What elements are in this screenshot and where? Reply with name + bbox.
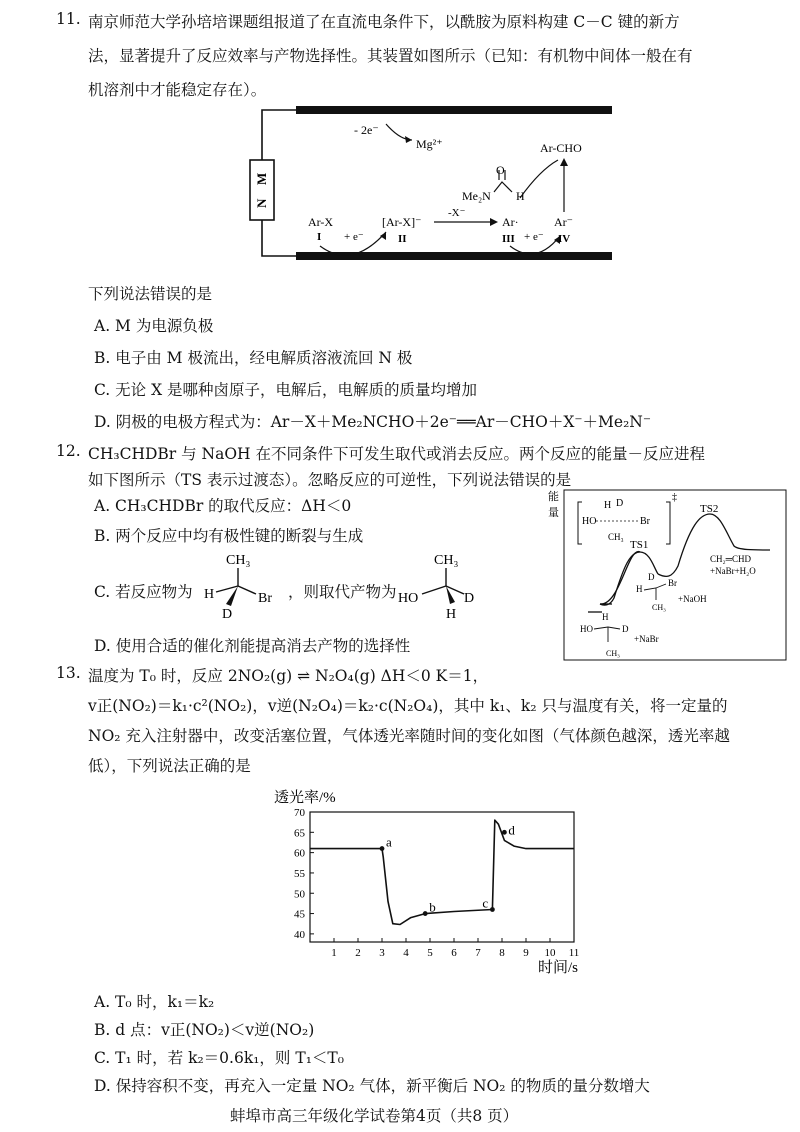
series-line-transmittance (310, 820, 574, 924)
x-tick-label: 8 (499, 947, 505, 959)
x-tick-label: 11 (568, 947, 580, 959)
q12-option-a: A. CH₃CHDBr 的取代反应：ΔH＜0 (94, 497, 352, 515)
archo-label: Ar-CHO (540, 141, 582, 155)
q11-stem-line1: 南京师范大学孙培培课题组报道了在直流电条件下，以酰胺为原料构建 C－C 键的新方 (88, 13, 680, 31)
struct-left-d: D (222, 607, 233, 622)
q12-option-d: D. 使用合适的催化剂能提高消去产物的选择性 (94, 637, 411, 655)
react-ch3: CH₃ (652, 603, 666, 612)
elim-product-1: CH₂═CHD (710, 554, 752, 564)
q11-option-c: C. 无论 X 是哪种卤原子，电解后，电解质的质量均增加 (94, 381, 478, 399)
attack-arrow (520, 160, 558, 198)
point-b (423, 911, 428, 916)
struct-left-ch3: CH₃ (226, 553, 251, 568)
x-tick-label: 6 (451, 947, 457, 959)
q13-stem-line4: 低），下列说法正确的是 (88, 757, 251, 775)
dmf-o: O (496, 163, 505, 177)
x-tick-label: 2 (355, 947, 361, 959)
x-tick-label: 4 (403, 947, 409, 959)
sub-h: H (602, 612, 609, 622)
x-tick-label: 7 (475, 947, 481, 959)
point-label-b: b (429, 899, 436, 915)
y-tick-label: 55 (294, 867, 305, 880)
q11-option-a: A. M 为电源负极 (94, 317, 214, 335)
power-source (250, 160, 274, 220)
ts-ch3: CH₃ (608, 532, 624, 542)
q11-electrolysis-figure (240, 100, 620, 270)
q13-transmittance-chart (270, 786, 590, 978)
chart-xlabel: 时间/s (538, 960, 579, 976)
y-tick-label: 60 (294, 847, 305, 860)
ts2-label: TS2 (700, 503, 719, 515)
x-tick-label: 10 (544, 947, 556, 959)
y-tick-label: 65 (294, 827, 305, 840)
power-label-m: M (254, 172, 269, 185)
top-electrode (296, 106, 612, 114)
ar-radical-number: III (502, 233, 515, 245)
arx-radical-number: II (398, 233, 407, 245)
mg-ion-label: Mg²⁺ (416, 137, 443, 151)
q12-stem-line1: CH₃CHDBr 与 NaOH 在不同条件下可发生取代或消去反应。两个反应的能量－反应进程 (88, 445, 706, 463)
q13-option-c: C. T₁ 时，若 k₂＝0.6k₁，则 T₁＜T₀ (94, 1049, 344, 1067)
dmf-h: H (516, 189, 525, 203)
point-d (502, 830, 507, 835)
y-tick-label: 40 (294, 928, 305, 941)
x-tick-label: 3 (379, 947, 385, 959)
struct-right-d: D (464, 591, 475, 606)
struct-left-br: Br (258, 591, 272, 606)
ar-anion-number: IV (558, 233, 571, 245)
q12-option-c-prefix: C. 若反应物为 (94, 583, 193, 601)
point-c (490, 907, 495, 912)
q11-option-b: B. 电子由 M 极流出，经电解质溶液流回 N 极 (94, 349, 413, 367)
ts-br: Br (640, 516, 650, 527)
dmf-me2n: Me₂N (462, 189, 491, 203)
q12-stem-line2: 如下图所示（TS 表示过渡态）。忽略反应的可逆性，下列说法错误的是 (88, 471, 572, 489)
mg-arrow (386, 124, 412, 140)
ts-ho: HO (582, 516, 597, 527)
x-tick-label: 9 (523, 947, 529, 959)
q13-stem-line2: v正(NO₂)＝k₁·c²(NO₂)，v逆(N₂O₄)＝k₂·c(N₂O₄)，其中 k₁、k₂ 只与温度有关，将一定量的 (88, 697, 728, 715)
q13-option-d: D. 保持容积不变，再充入一定量 NO₂ 气体，新平衡后 NO₂ 的物质的量分数增大 (94, 1077, 650, 1095)
point-label-d: d (508, 822, 515, 838)
sub-d: D (622, 624, 629, 634)
arx-label: Ar-X (308, 215, 334, 229)
q13-stem-line1: 温度为 T₀ 时，反应 2NO₂(g) ⇌ N₂O₄(g) ΔH＜0 K＝1， (88, 667, 489, 685)
y-tick-label: 70 (294, 807, 305, 819)
x-tick-label: 1 (331, 947, 337, 959)
q12-product-structure (398, 550, 498, 622)
elim-product-2: +NaBr+H₂O (710, 566, 756, 576)
point-a (380, 846, 385, 851)
q13-option-b: B. d 点：v正(NO₂)＜v逆(NO₂) (94, 1021, 315, 1039)
q13-option-a: A. T₀ 时，k₁＝k₂ (94, 993, 215, 1011)
q11-option-d: D. 阴极的电极方程式为：Ar－X＋Me₂NCHO＋2e⁻══Ar－CHO＋X⁻＋Me₂N⁻ (94, 413, 652, 431)
react-d: D (648, 572, 655, 582)
ts-dagger: ‡ (672, 492, 677, 503)
q12-option-c-middle: ，则取代产物为 (288, 583, 397, 601)
react-br: Br (668, 578, 677, 588)
ts1-label: TS1 (630, 539, 649, 551)
q11-stem-line3: 机溶剂中才能稳定存在）。 (88, 81, 267, 99)
q13-stem-line3: NO₂ 充入注射器中，改变活塞位置，气体透光率随时间的变化如图（气体颜色越深，透光率越 (88, 727, 730, 745)
power-label-n: N (254, 198, 269, 208)
q11-number: 11. (56, 10, 81, 28)
ar-anion-label: Ar⁻ (554, 215, 573, 229)
point-label-a: a (386, 834, 392, 850)
ts-h: H (604, 500, 612, 511)
minus-2e-label: - 2e⁻ (354, 123, 379, 137)
struct-left-h: H (204, 587, 215, 602)
sub-ho: HO (580, 624, 593, 634)
ar-radical-label: Ar· (502, 215, 519, 229)
y-tick-label: 50 (294, 888, 305, 901)
q11-stem-line2: 法，显著提升了反应效率与产物选择性。其装置如图所示（已知：有机物中间体一般在有 (88, 47, 693, 65)
q13-number: 13. (56, 664, 81, 682)
y-tick-label: 45 (294, 908, 305, 921)
bottom-electrode (296, 252, 612, 260)
energy-axis-label-1: 能 (548, 491, 559, 503)
react-h: H (636, 584, 643, 594)
q12-option-b: B. 两个反应中均有极性键的断裂与生成 (94, 527, 364, 545)
arx-number: I (317, 231, 322, 243)
chart-ylabel: 透光率/% (274, 790, 336, 806)
page-footer: 蚌埠市高三年级化学试卷第4页（共8 页） (230, 1107, 519, 1125)
q12-energy-diagram (540, 486, 790, 664)
react-naoh: +NaOH (678, 594, 707, 604)
point-label-c: c (482, 895, 489, 911)
chart-plot-frame (310, 812, 574, 942)
energy-axis-label-2: 量 (548, 507, 559, 519)
minus-x-label: -X⁻ (448, 207, 466, 219)
struct-right-h: H (446, 607, 457, 622)
ts-d: D (616, 498, 624, 509)
q12-reactant-structure (198, 550, 288, 622)
q12-number: 12. (56, 442, 81, 460)
arx-radical-label: [Ar-X]⁻ (382, 215, 422, 229)
struct-right-ho: HO (398, 591, 419, 606)
q11-prompt: 下列说法错误的是 (88, 285, 213, 303)
e-plus-label-2: + e⁻ (524, 231, 544, 243)
sub-nabr: +NaBr (634, 634, 659, 644)
e-plus-label-1: + e⁻ (344, 231, 364, 243)
x-tick-label: 5 (427, 947, 433, 959)
sub-ch3: CH₃ (606, 649, 620, 658)
struct-right-ch3: CH₃ (434, 553, 459, 568)
